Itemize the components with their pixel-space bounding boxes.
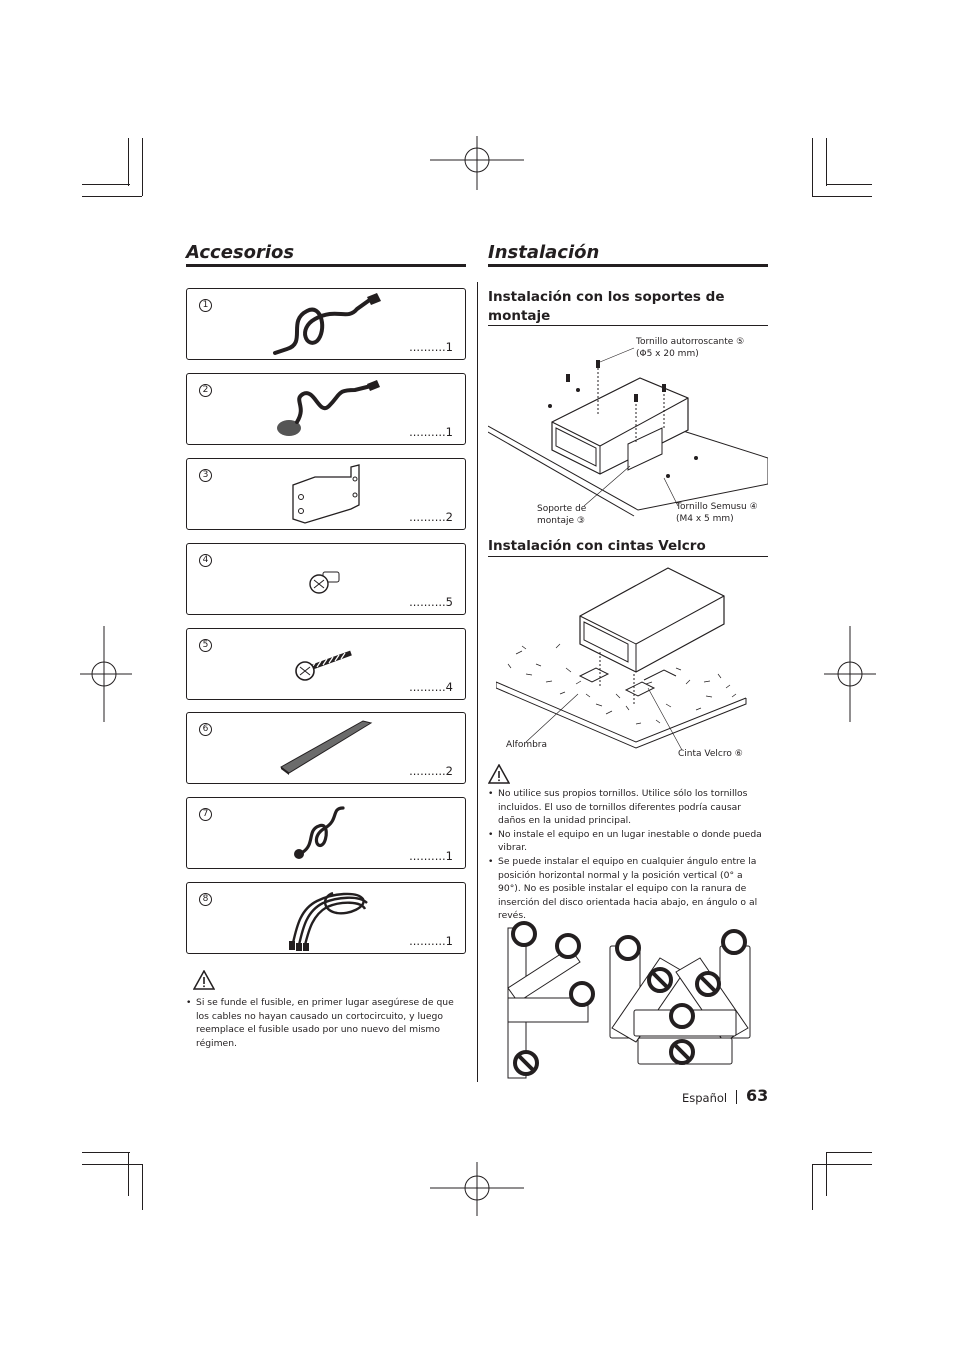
mounting-angle-diagram (500, 918, 768, 1084)
registration-mark-icon (80, 626, 132, 722)
section-rule (488, 556, 768, 557)
footer-divider (736, 1090, 737, 1104)
item-quantity: ..........1 (409, 934, 453, 948)
item-quantity: ..........4 (409, 680, 453, 694)
item-quantity: ..........1 (409, 340, 453, 354)
instalacion-rule (488, 264, 768, 267)
label-alfombra: Alfombra (506, 740, 548, 750)
accesorios-rule (186, 264, 466, 267)
section-title-soportes: Instalación con los soportes de montaje (488, 289, 725, 324)
warning-text: • Si se funde el fusible, en primer lugar asegúrese de que los cables no hayan causado un cortocircuito, y luego reemplace el fusible usado por uno nuevo del mismo régimen. (186, 996, 466, 1050)
label-cinta-velcro: Cinta Velcro ⑥ (678, 749, 743, 759)
column-divider (477, 282, 478, 1082)
item-quantity: ..........5 (409, 595, 453, 609)
velcro-installation-diagram (496, 564, 752, 750)
cable-icon (267, 800, 387, 866)
item-number: 7 (199, 808, 212, 821)
section-title-velcro: Instalación con cintas Velcro (488, 538, 706, 554)
rca-cable-icon (267, 885, 387, 951)
item-number: 6 (199, 723, 212, 736)
instalacion-warning-list (488, 787, 766, 923)
label-tornillo-autorroscante: Tornillo autorroscante ⑤ (636, 337, 745, 347)
item-quantity: ..........1 (409, 849, 453, 863)
mounting-bracket-icon (267, 461, 387, 527)
label-tornillo-autorroscante-size: (Φ5 x 20 mm) (636, 349, 699, 359)
item-number: 1 (199, 299, 212, 312)
registration-mark-icon (430, 136, 524, 190)
item-quantity: ..........1 (409, 425, 453, 439)
self-tapping-screw-icon (267, 631, 387, 697)
accessory-item-8 (186, 882, 466, 954)
item-number: 5 (199, 639, 212, 652)
registration-mark-icon (824, 626, 876, 722)
label-soporte-montaje-2: montaje ③ (537, 516, 585, 526)
accesorios-title: Accesorios (186, 242, 295, 263)
registration-mark-icon (430, 1162, 524, 1216)
item-quantity: ..........2 (409, 764, 453, 778)
screw-icon (267, 546, 387, 612)
item-number: 4 (199, 554, 212, 567)
item-number: 3 (199, 469, 212, 482)
bracket-installation-diagram (488, 334, 768, 530)
page-number: 63 (746, 1086, 769, 1105)
item-quantity: ..........2 (409, 510, 453, 524)
warning-bullet: • Se puede instalar el equipo en cualquier ángulo entre la posición horizontal normal y la posición vertical (0° a 90°). No es posible instalar el equipo con la ranura de inserción del disco orientada hacia abajo, en ángulo o al revés. (488, 855, 766, 923)
item-number: 8 (199, 893, 212, 906)
accessory-item-2 (186, 373, 466, 445)
label-soporte-montaje: Soporte de (537, 504, 587, 514)
antenna-cable-icon (267, 291, 387, 357)
accessory-item-7 (186, 797, 466, 869)
warning-bullet: • No instale el equipo en un lugar inestable o donde pueda vibrar. (488, 828, 766, 855)
warning-icon (488, 764, 510, 784)
warning-bullet: • No utilice sus propios tornillos. Utilice sólo los tornillos incluidos. El uso de tornillos diferentes podría causar daños en la unidad principal. (488, 787, 766, 828)
accessory-item-6 (186, 712, 466, 784)
accessory-item-4 (186, 543, 466, 615)
velcro-tape-icon (267, 715, 387, 781)
accessory-item-5 (186, 628, 466, 700)
accesorios-warning-list (186, 996, 466, 1050)
remote-sensor-cable-icon (267, 376, 387, 442)
label-tornillo-semusu-size: (M4 x 5 mm) (676, 514, 734, 524)
item-number: 2 (199, 384, 212, 397)
label-tornillo-semusu: Tornillo Semusu ④ (676, 502, 758, 512)
accessory-item-1 (186, 288, 466, 360)
accessory-item-3 (186, 458, 466, 530)
warning-icon (193, 970, 215, 990)
instalacion-title: Instalación (488, 242, 600, 263)
footer-language: Español (682, 1091, 728, 1105)
section-rule (488, 325, 768, 326)
